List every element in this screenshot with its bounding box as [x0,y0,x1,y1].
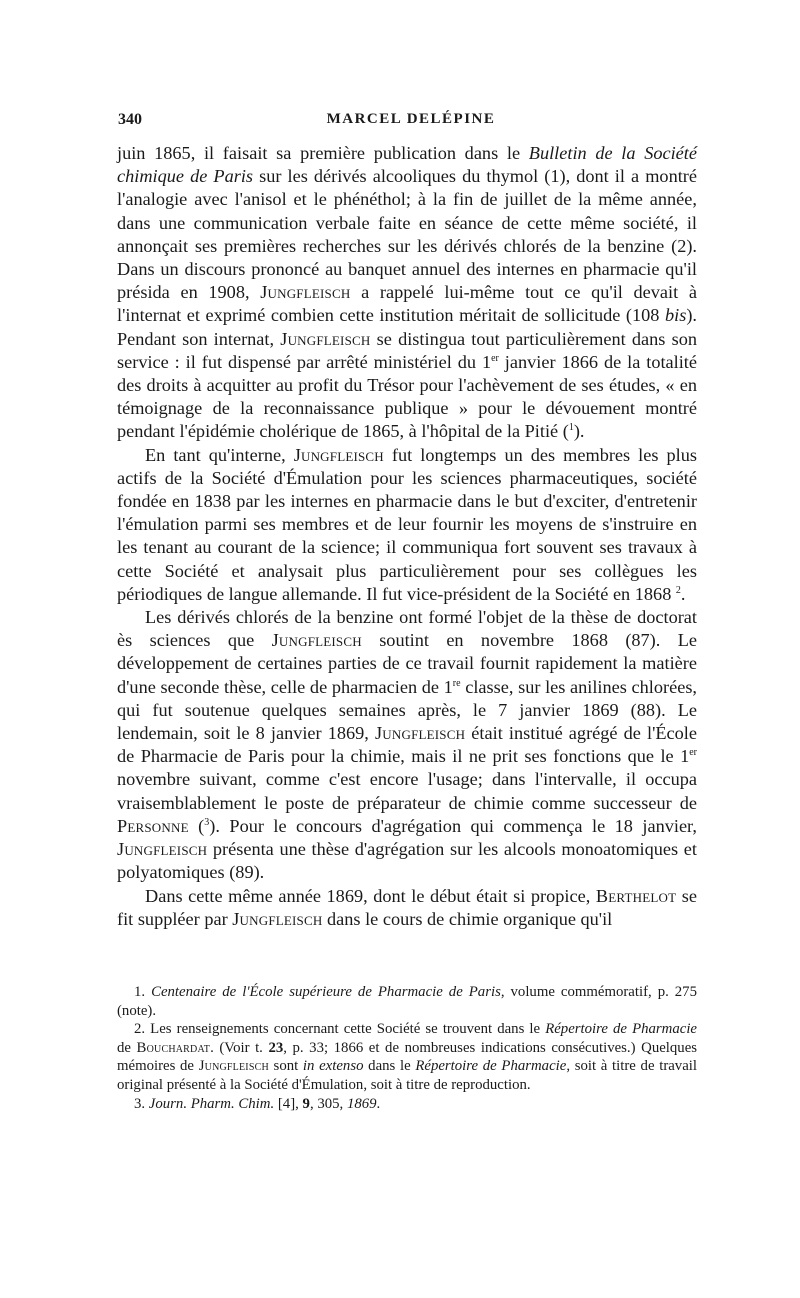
page-number: 340 [118,111,142,128]
paragraph-4: Dans cette même année 1869, dont le début était si propice, Berthelot se fit suppléer par Jungfleisch dans le cours de chimie organique qu'il [117,885,697,929]
paragraph-1: juin 1865, il faisait sa première publication dans le Bulletin de la Société chimique de Paris sur les dérivés alcooliques du thymol (1), dont il a montré l'analogie avec l'anisol et le phénéthol; à la fin de juillet de la même année, dans une communication verbale faite en séance de cette même société, il annonçait ses premières recherches sur les dérivés chlorés de la benzine (2). Dans un discours prononcé au banquet annuel des internes en pharmacie qu'il présida en 1908, Jungfleisch a rappelé lui-même tout ce qu'il devait à l'internat et exprimé combien cette institution méritait de sollicitude (108 bis). Pendant son internat, Jungfleisch se distingua tout particulièrement dans son service : il fut dispensé par arrêté ministériel du 1er janvier 1866 de la totalité des droits à acquitter au profit du Trésor pour l'achèvement de ses études, « en témoignage de la reconnaissance publique » pour le dévouement montré pendant l'épidémie cholérique de 1865, à l'hôpital de la Pitié ($^1$). [117,143,697,442]
paragraph-2: En tant qu'interne, Jungfleisch fut longtemps un des membres les plus actifs de la Société d'Émulation pour les sciences pharmaceutiques, société fondée en 1838 par les internes en pharmacie dans le but d'exciter, d'entretenir l'émulation parmi ses membres et de leur fournir les moyens de s'instruire en les tenant au courant de la science; il communiqua fort souvent ses travaux à cette Société et analysait plus particulièrement pour ses collègues les périodiques de langue allemande. Il fut vice-président de la Société en 1868 $^2$. [117,444,697,604]
author-name: Jungfleisch [271,630,362,651]
running-title: MARCEL DELÉPINE [326,111,496,127]
author-name: Jungfleisch [232,908,323,929]
author-name: Jungfleisch [117,839,208,860]
paragraph-3: Les dérivés chlorés de la benzine ont formé l'objet de la thèse de doctorat ès sciences que Jungfleisch soutint en novembre 1868 (87). Le développement de certaines parties de ce travail fournit rapidement la matière d'une seconde thèse, celle de pharmacien de 1re classe, sur les anilines chlorées, qui fut soutenue quelques semaines après, le 7 janvier 1869 (88). Le lendemain, soit le 8 janvier 1869, Jungfleisch était institué agrégé de l'École de Pharmacie de Paris pour la chimie, mais il ne prit ses fonctions que le 1er novembre suivant, comme c'est encore l'usage; dans l'intervalle, il occupa vraisemblablement le poste de préparateur de chimie comme successeur de Personne ($^3$). Pour le concours d'agrégation qui commença le 18 janvier, Jungfleisch présenta une thèse d'agrégation sur les alcools monoatomiques et polyatomiques (89). [117,607,697,883]
footnote-3: 3. Journ. Pharm. Chim. [4], 9, 305, 1869. [134,1095,381,1112]
footnote-ref-2: 2 [675,584,681,596]
author-name: Jungfleisch [293,444,384,465]
author-name: Personne [117,815,189,836]
author-name: Bouchardat [136,1039,211,1056]
page-header [118,111,704,135]
footnotes [117,983,697,1113]
author-name: Berthelot [595,885,677,906]
body-text [117,142,697,931]
author-name: Jungfleisch [374,723,466,744]
footnote-1: 1. Centenaire de l'École supérieure de Pharmacie de Paris, volume commémoratif, p. 275 (note). [117,984,697,1019]
footnote-ref-1: 1 [568,422,574,434]
author-name: Jungfleisch [280,328,371,349]
footnote-ref-3: 3 [204,816,210,828]
author-name: Jungfleisch [260,282,351,303]
author-name: Jungfleisch [198,1058,269,1075]
footnote-2: 2. Les renseignements concernant cette Société se trouvent dans le Répertoire de Pharmacie de Bouchardat. (Voir t. 23, p. 33; 1866 et de nombreuses indications consécutives.) Quelques mémoires de Jungfleisch sont in extenso dans le Répertoire de Pharmacie, soit à titre de travail original présenté à la Société d'Émulation, soit à titre de reproduction. [117,1021,698,1093]
